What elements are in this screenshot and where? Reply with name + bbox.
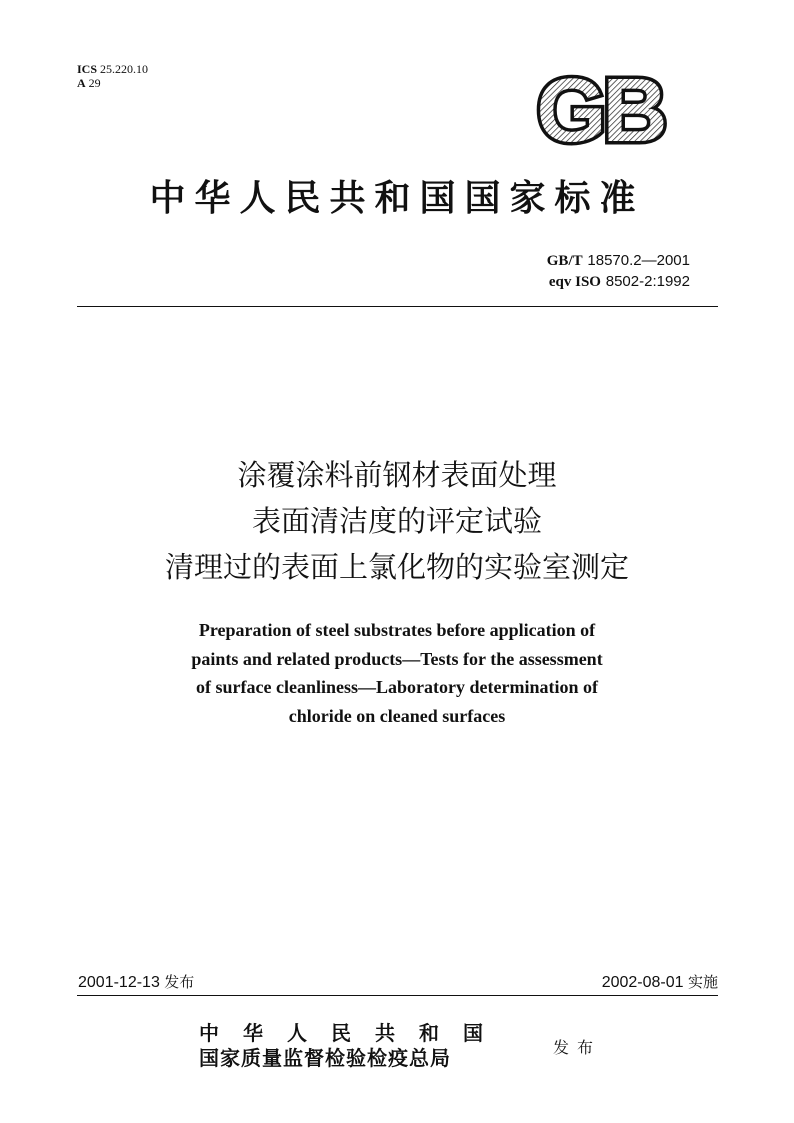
publish-label: 发布 xyxy=(553,1038,602,1057)
chinese-title-line: 清理过的表面上氯化物的实验室测定 xyxy=(164,550,629,584)
issuer-line-1: 中华人民共和国 xyxy=(199,1021,507,1045)
english-title-line: Preparation of steel substrates before application of xyxy=(198,620,596,640)
issuer-line-2: 国家质量监督检验检疫总局 xyxy=(199,1046,451,1070)
equivalent-label: eqv ISO xyxy=(548,274,601,290)
ccs-value: 29 xyxy=(88,76,101,90)
ccs-label: A xyxy=(77,76,86,90)
standard-number-value: 18570.2—2001 xyxy=(587,252,690,269)
svg-text:GB: GB xyxy=(536,72,664,150)
ics-code xyxy=(77,62,148,76)
english-title-line: paints and related products—Tests for the assessment xyxy=(191,648,603,669)
page-title: 中华人民共和国国家标准 xyxy=(149,178,645,219)
ccs-code xyxy=(77,76,148,90)
standard-numbers xyxy=(547,250,690,292)
gb-logo xyxy=(528,72,676,150)
top-divider xyxy=(77,306,718,307)
implement-date-value: 2002-08-01 xyxy=(601,974,684,991)
implement-date-label: 实施 xyxy=(687,973,718,991)
equivalent-value: 8502-2:1992 xyxy=(605,273,690,290)
chinese-title xyxy=(0,452,794,590)
implement-date xyxy=(602,971,718,992)
standard-number xyxy=(547,250,690,271)
equivalent-standard xyxy=(547,271,690,292)
ics-value: 25.220.10 xyxy=(100,62,149,76)
ics-label: ICS xyxy=(77,62,98,76)
english-title-line: chloride on cleaned surfaces xyxy=(288,705,506,726)
classification-codes xyxy=(77,62,148,90)
issue-date xyxy=(78,971,194,992)
standard-number-label: GB/T xyxy=(546,253,583,269)
english-title-line: of surface cleanliness—Laboratory determination of xyxy=(196,677,598,697)
english-title xyxy=(0,616,794,730)
issuing-authority xyxy=(199,1021,507,1071)
bottom-divider xyxy=(77,995,718,996)
chinese-title-line: 表面清洁度的评定试验 xyxy=(251,504,542,538)
issue-date-label: 发布 xyxy=(164,973,195,991)
chinese-title-line: 涂覆涂料前钢材表面处理 xyxy=(237,458,557,492)
issue-date-value: 2001-12-13 xyxy=(78,974,160,991)
